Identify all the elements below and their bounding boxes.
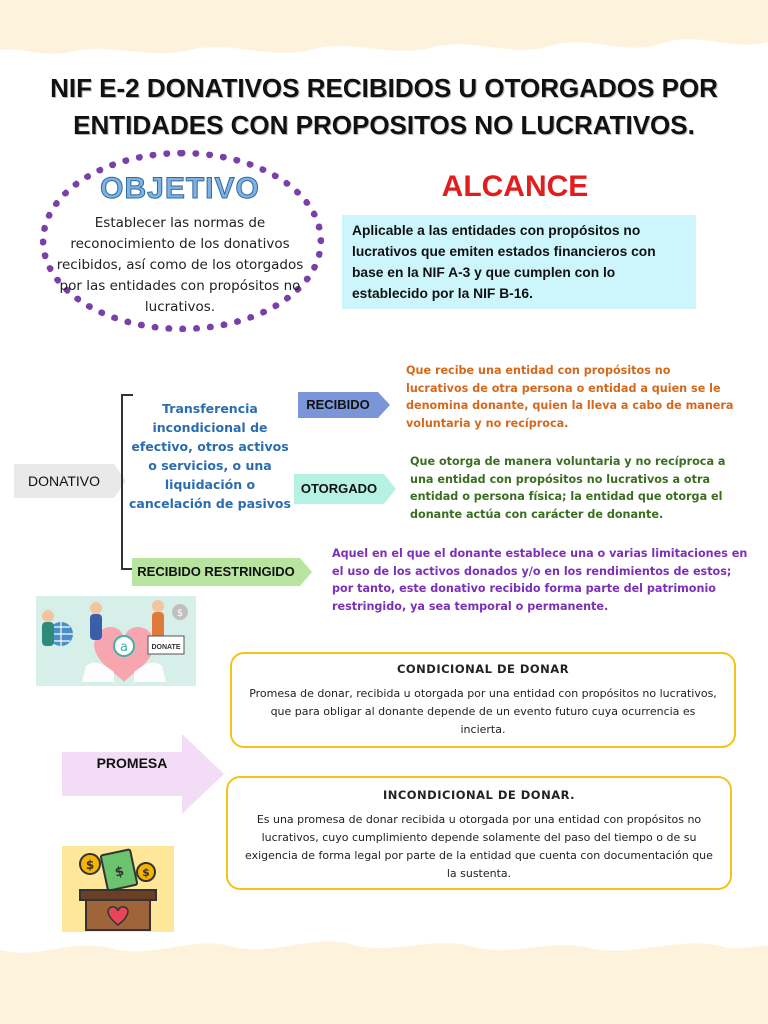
coin-right-dollar: $: [142, 866, 150, 879]
incondicional-text: Es una promesa de donar recibida u otorgada por una entidad con propósitos no lucrativos, cuyo cumplimiento depende solamente del paso del tiempo o de su exigencia de forma legal por parte de la entidad que cuenta con documentación que la sustenta.: [245, 813, 713, 880]
donation-illustration: [36, 596, 196, 686]
alcance-heading: ALCANCE: [441, 170, 589, 203]
coin-letter: a: [120, 640, 128, 655]
recibido-description: Que recibe una entidad con propósitos no lucrativos de otra persona o entidad a quien se le denomina donante, quien la lleva a cabo de manera voluntaria y no recíproca.: [406, 364, 734, 430]
torn-paper-top-overlay: [0, 0, 768, 60]
objetivo-text: Establecer las normas de reconocimiento de los donativos recibidos, así como de los otorgados por las entidades con propósitos no lucrativos.: [56, 215, 304, 315]
condicional-box: [230, 652, 736, 748]
promesa-label: PROMESA: [96, 755, 168, 771]
donativo-definition: Transferencia incondicional de efectivo, otros activos o servicios, o una liquidación o cancelación de pasivos: [129, 401, 291, 511]
incondicional-box: [226, 776, 732, 890]
otorgado-label: OTORGADO: [300, 481, 378, 496]
otorgado-description: Que otorga de manera voluntaria y no recíproca a una entidad con propósitos no lucrativos a otra entidad o persona física; la entidad que otorga el donante actúa con carácter de donante.: [410, 455, 726, 521]
recibido-tag: [298, 392, 390, 418]
condicional-text: Promesa de donar, recibida u otorgada por una entidad con propósitos no lucrativos, que para obligar al donante depende de un evento futuro cuya ocurrencia es incierta.: [249, 687, 717, 736]
donativo-label: DONATIVO: [27, 473, 101, 489]
condicional-heading: CONDICIONAL DE DONAR: [396, 662, 570, 676]
title-line-1: NIF E-2 DONATIVOS RECIBIDOS U OTORGADOS POR: [50, 73, 718, 103]
donation-box-image: [62, 846, 174, 932]
restringido-description: Aquel en el que el donante establece una o varias limitaciones en el uso de los activos donados y/o en los rendimientos de estos; por tanto, este donativo recibido forma parte del patrimonio restringido, ya sea temporal o permanente.: [332, 547, 748, 613]
otorgado-tag: [294, 474, 396, 504]
title-line-2: ENTIDADES CON PROPOSITOS NO LUCRATIVOS.: [73, 110, 695, 140]
restringido-tag: [132, 558, 312, 586]
torn-paper-bottom-edge: [0, 930, 768, 1024]
recibido-label: RECIBIDO: [306, 397, 370, 412]
objetivo-heading: OBJETIVO: [100, 172, 260, 205]
incondicional-heading: INCONDICIONAL DE DONAR.: [382, 788, 576, 802]
alcance-text: Aplicable a las entidades con propósitos no lucrativos que emiten estados financieros con base en la NIF A-3 y que cumplen con lo establecido por la NIF B-16.: [352, 223, 656, 301]
donate-sign: DONATE: [151, 644, 181, 651]
coin-left-dollar: $: [85, 858, 95, 872]
donation-people-image: [36, 596, 196, 686]
donation-box-illustration: [62, 846, 174, 932]
alcance-box: [342, 215, 696, 309]
promesa-arrow-shape: [62, 734, 224, 814]
bill-dollar: $: [113, 864, 126, 881]
page-title: [40, 70, 728, 144]
restringido-label: RECIBIDO RESTRINGIDO: [137, 564, 295, 579]
coin-dollar: $: [176, 608, 184, 619]
